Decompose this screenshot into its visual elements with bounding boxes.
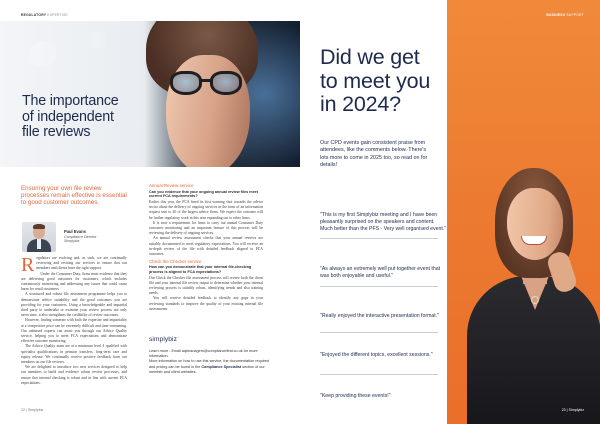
- simplybiz-logo: [149, 336, 180, 343]
- page-number-left: 22 | Simplybiz: [21, 408, 44, 412]
- quote-divider: [320, 286, 438, 287]
- annual-review-question: Can you evidence that your ongoing annual review files meet current FCA requirements?: [149, 189, 258, 199]
- page-number-right: 23 | Simplybiz: [561, 408, 584, 412]
- running-head-left: [21, 13, 68, 17]
- woman-face: [507, 188, 563, 260]
- glasses-lens-left: [170, 71, 202, 95]
- testimonial-quote: "Enjoyed the different topics, excellent sessions.": [320, 352, 433, 358]
- feature-title: Did we get to meet you in 2024?: [320, 45, 431, 116]
- paragraph: Our Check the Checker file assessment process will review both the client file and your internal file review output to determine whether your internal reviewing process is suitably robust, identifying trends and also training needs.: [149, 275, 263, 296]
- paragraph: Under the Consumer Duty, firms must evidence that they are delivering good outcomes for customers, which includes continuously monitoring and addressing any issues that could cause harm for retail customers.: [21, 271, 127, 292]
- contact-email-line[interactable]: Learn more - Email aqtmanagers@compliancefirst.co.uk for more information.: [149, 349, 258, 359]
- paragraph: You will receive detailed feedback to identify any gaps in your reviewing standards to improve the quality of your existing internal file assessments.: [149, 296, 263, 311]
- logo-mark-icon: ⌃: [177, 336, 180, 340]
- author-company: Simplybiz: [64, 239, 80, 244]
- author-photo: [22, 222, 56, 252]
- quote-divider: [320, 238, 438, 239]
- paragraph: However, finding someone with both the expertise and impartiality at a competitive price can be extremely difficult and time-consuming. Our unbiased experts can assist you through our Advice Quality service, helping you to meet FCA expectations and demonstrate effective outcome monitoring.: [21, 318, 127, 344]
- quote-divider: [320, 374, 438, 375]
- paragraph: egulators are evolving and, as such, we are continually reviewing and revising our services to ensure that our members and clients have the right support.: [36, 256, 127, 271]
- paragraph: A structured and robust file assessment programme helps you to demonstrate advice suitability and the good outcomes you are providing for your customers. Using a knowledgeable and impartial third party to undertake or examine your review process not only saves time, it also strengthens the credibility of review outcomes.: [21, 292, 127, 318]
- testimonial-quote: "This is my first Simplybiz meeting and I have been pleasantly surprised on the speakers and content. Much better than the PFS - Very well organised event.": [320, 212, 447, 232]
- article-title: The importance of independent file reviews: [22, 93, 119, 141]
- simplybiz-wordmark: simplybiz: [149, 336, 178, 343]
- bokeh-light: [30, 41, 56, 67]
- glasses-bridge: [200, 79, 212, 82]
- running-head-section: REGULATORY: [21, 13, 47, 17]
- testimonial-quote: "As always an extremely well put together event that was both enjoyable and useful.": [320, 266, 441, 279]
- running-head-right: [546, 13, 584, 17]
- glasses-lens-right: [210, 71, 242, 95]
- paragraph: An annual review assessment checks that your annual reviews are suitably documented to meet regulatory expectations. You will receive an in-depth review of the file with detailed feedback aligned to FCA outcomes.: [149, 236, 263, 256]
- paragraph: We are delighted to introduce two new services designed to help our members to build and evidence robust review processes, and ensure that internal checking is robust and in line with current FCA expectations.: [21, 365, 127, 385]
- contact-info: [149, 349, 271, 375]
- running-head-section: BUSINESS: [546, 13, 566, 17]
- feature-intro: Our CPD events gain consistent praise from attendees, like the comments below. There's lots more to come in 2025 too, so read on for details!: [320, 140, 428, 168]
- bokeh-light: [88, 31, 106, 49]
- more-info-text: [149, 359, 271, 375]
- testimonial-quote: "Keep providing these events!": [320, 393, 391, 399]
- running-head-subsection: EXPERTISE: [47, 13, 68, 17]
- check-checker-question: How can you demonstrate that your internal file-checking process is aligned to FCA expectations?: [149, 265, 252, 274]
- quote-divider: [320, 332, 438, 333]
- running-head-subsection: SUPPORT: [566, 13, 584, 17]
- check-checker-heading: Check the Checker service: [149, 258, 202, 264]
- compliance-specialist-link[interactable]: Compliance Specialist: [201, 364, 242, 369]
- right-page: [300, 0, 600, 424]
- annual-review-heading: Annual Review service: [149, 183, 194, 188]
- article-column-2: [149, 183, 263, 312]
- author-title: Compliance Director: [64, 235, 97, 239]
- author-shirt: [37, 239, 41, 249]
- paragraph: It is now a requirement for firms to carry out annual Consumer Duty outcomes monitoring and an important feature of this process will be reviewing the delivery of ongoing services.: [149, 220, 263, 236]
- author-name: Paul Evans: [64, 229, 86, 234]
- article-column-1: [21, 256, 127, 386]
- woman-necklace: [531, 296, 539, 304]
- drop-cap: R: [21, 254, 35, 276]
- author-role: [64, 235, 97, 244]
- testimonial-quote: "Really enjoyed the interactive presentation format.": [320, 313, 440, 319]
- more-info-line: More information on how to use this service, the documentation required and pricing can be found in the: [149, 359, 270, 369]
- paragraph: The Advice Quality team are at a minimum level 4 qualified with specialist qualifications in pension transfers, long-term care and equity release. We continually receive positive feedback from our members on our file reviews.: [21, 344, 127, 365]
- woman-photo: [447, 140, 600, 424]
- article-lede: Ensuring your own file review processes remain effective is essential to good customer outcomes.: [21, 185, 127, 207]
- more-info-tail: section of our member and client websites.: [149, 364, 265, 374]
- author-hair: [33, 224, 45, 229]
- paragraph: Earlier this year, the FCA fined its first warning shot towards the advice sector about the delivery of ongoing services in the form of an information request sent to 20 of the largest advice firms. We expect the outcome will be further regulatory work in this area expanding out to other firms.: [149, 199, 263, 220]
